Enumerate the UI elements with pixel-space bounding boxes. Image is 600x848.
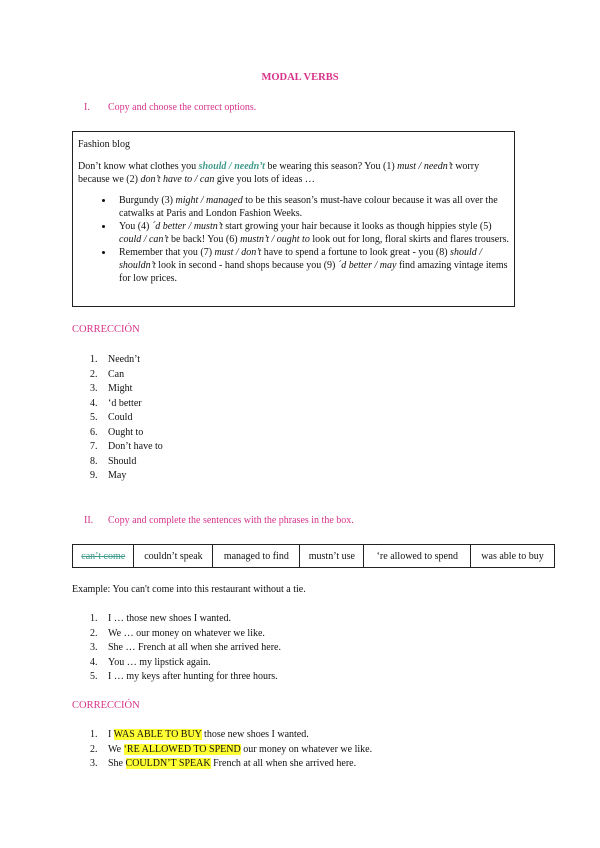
list-item: 3. She … French at all when she arrived here. <box>90 642 281 653</box>
section-2-heading <box>84 515 354 526</box>
blog-bullet-2: • You (4) ´d better / mustn’t start growing your hair because it looks as though hippies style (5) could / can’t be back! You (6) mustn’t / ought to look out for long, floral skirts and flares trousers. <box>114 220 509 246</box>
list-item: 2. We ‘RE ALLOWED TO SPEND our money on whatever we like. <box>90 743 373 755</box>
section-2-instruction: Copy and complete the sentences with the phrases in the box. <box>108 515 354 526</box>
blog-bullet-1: • Burgundy (3) might / managed to be this season’s must-have colour because it was all over the catwalks at Paris and London Fashion Weeks. <box>114 194 509 220</box>
intro-text: worry because we (2) <box>78 161 480 185</box>
option-7: must / don’t <box>214 247 262 258</box>
option-4: ´d better / mustn’t <box>151 221 223 232</box>
list-item: 9. May <box>90 470 127 481</box>
list-item: 6. Ought to <box>90 426 144 438</box>
exercise-list <box>72 612 281 685</box>
blog-bullets <box>78 194 509 285</box>
section-1-number: I. <box>84 102 90 113</box>
phrase-cell <box>73 545 134 568</box>
intro-text: Don’t know what clothes you <box>78 161 199 172</box>
list-item: 1. I WAS ABLE TO BUY those new shoes I wanted. <box>90 729 309 740</box>
correction-1-list <box>72 353 163 484</box>
list-item: 8. Should <box>90 455 137 467</box>
option-9: ´d better / may <box>337 260 397 271</box>
list-item: 7. Don’t have to <box>90 441 163 452</box>
list-item: 1. Needn’t <box>90 354 141 365</box>
list-item: 4. ‘d better <box>90 397 142 409</box>
section-1-instruction: Copy and choose the correct options. <box>108 102 257 113</box>
phrase-used: can’t come <box>81 550 126 562</box>
correction-2-label: CORRECCIÓN <box>72 700 140 711</box>
intro-text: give you lots of ideas … <box>214 174 315 185</box>
intro-option-should: should / needn’t <box>198 161 265 172</box>
answer-highlight: ‘RE ALLOWED TO SPEND <box>123 743 241 755</box>
correction-2-list <box>72 728 372 772</box>
option-6: mustn’t / ought to <box>240 234 310 245</box>
page-title: MODAL VERBS <box>261 72 339 83</box>
list-item: 4. You … my lipstick again. <box>90 656 211 668</box>
option-8: should / shouldn’t <box>119 247 482 271</box>
phrase-cell: was able to buy <box>471 545 555 568</box>
list-item: 1. I … those new shoes I wanted. <box>90 613 232 624</box>
option-3: might / managed <box>175 195 243 206</box>
blog-heading: Fashion blog <box>78 139 130 150</box>
fashion-blog-box <box>72 131 515 307</box>
phrase-cell: ‘re allowed to spend <box>364 545 471 568</box>
list-item: 3. Might <box>90 383 133 394</box>
correction-1-label: CORRECCIÓN <box>72 324 140 335</box>
answer-highlight: WAS ABLE TO BUY <box>113 729 202 740</box>
list-item: 3. She COULDN’T SPEAK French at all when she arrived here. <box>90 758 357 769</box>
blog-bullet-3: • Remember that you (7) must / don’t have to spend a fortune to look great - you (8) should / shouldn’t look in second - hand shops because you (9) ´d better / may find amazing vintage items for low prices. <box>114 246 509 285</box>
section-2-number: II. <box>84 515 94 526</box>
intro-text: be wearing this season? You (1) <box>264 161 398 172</box>
phrase-box <box>72 544 555 568</box>
section-1-heading <box>84 102 256 113</box>
answer-highlight: COULDN’T SPEAK <box>125 758 211 769</box>
phrase-cell: mustn’t use <box>300 545 364 568</box>
list-item: 2. Can <box>90 368 125 380</box>
phrase-cell: couldn’t speak <box>134 545 213 568</box>
option-5: could / can’t <box>119 234 169 245</box>
list-item: 5. Could <box>90 412 133 423</box>
phrase-cell: managed to find <box>213 545 300 568</box>
list-item: 5. I … my keys after hunting for three hours. <box>90 671 278 682</box>
intro-option-2: don’t have to / can <box>140 174 215 185</box>
blog-intro <box>78 160 509 186</box>
example-sentence: Example: You can't come into this restaurant without a tie. <box>72 584 306 595</box>
intro-option-1: must / needn’t <box>397 161 453 172</box>
list-item: 2. We … our money on whatever we like. <box>90 627 265 639</box>
